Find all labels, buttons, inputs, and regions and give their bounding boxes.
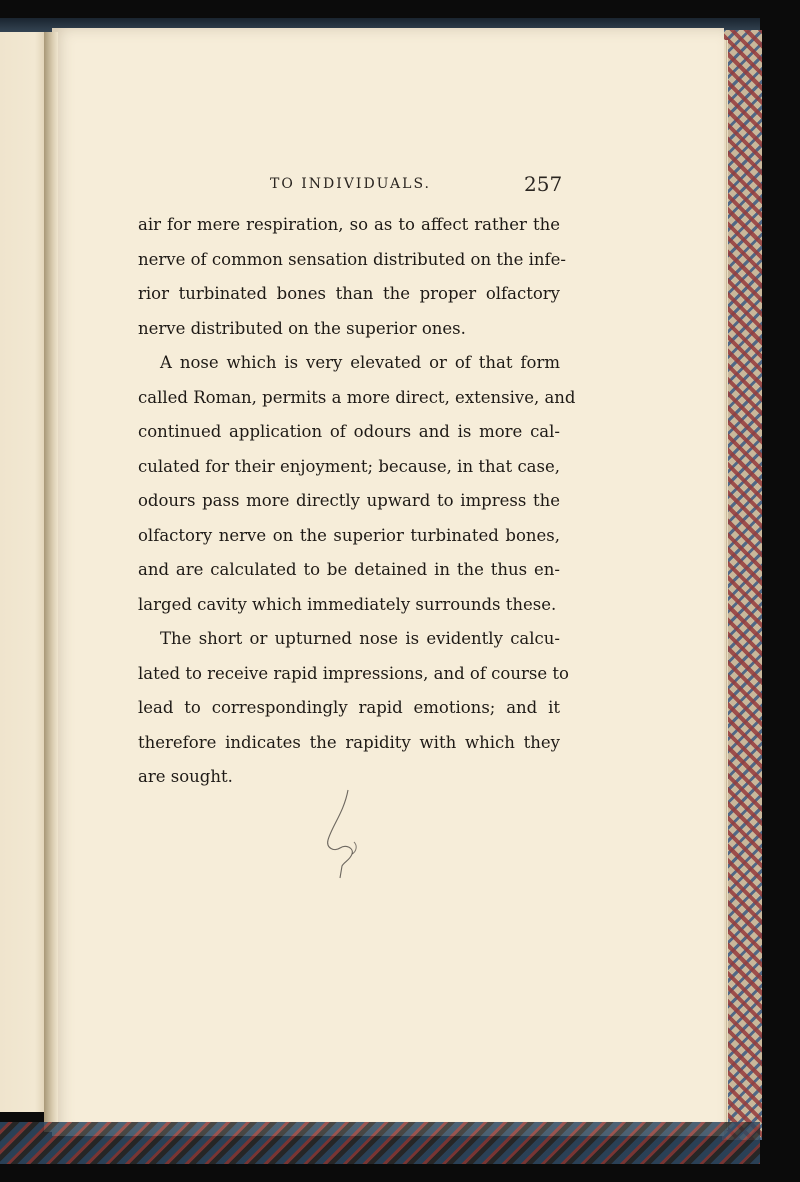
text-line: are sought. (138, 767, 233, 786)
text-line: nerve of common sensation distributed on the infe- (138, 249, 566, 269)
text-line: olfactory nerve on the superior turbinated bones, (138, 525, 560, 545)
left-page-edge (0, 32, 50, 1112)
text-line: A nose which is very elevated or of that form (160, 353, 560, 372)
pencil-mark (318, 782, 368, 882)
text-line: larged cavity which immediately surrounds these. (138, 594, 557, 614)
text-line: therefore indicates the rapidity with which they (138, 732, 560, 752)
book-cover-bottom-edge (0, 1122, 760, 1164)
body-text (138, 208, 576, 795)
text-line: continued application of odours and is more cal- (138, 422, 560, 441)
text-line: lated to receive rapid impressions, and of course to (138, 663, 569, 683)
text-line: rior turbinated bones than the proper olfactory (138, 284, 560, 303)
text-line: and are calculated to be detained in the thus en- (138, 560, 560, 579)
text-line: air for mere respiration, so as to affect rather the (138, 215, 560, 234)
text-line: nerve distributed on the superior ones. (138, 318, 466, 338)
marbled-endpaper (722, 30, 762, 1140)
page-gutter (44, 32, 58, 1132)
text-line: culated for their enjoyment; because, in that case, (138, 456, 560, 476)
text-line: odours pass more directly upward to impress the (138, 491, 560, 510)
running-head: TO INDIVIDUALS. (270, 176, 431, 192)
page-number: 257 (524, 172, 563, 196)
text-line: called Roman, permits a more direct, extensive, and (138, 387, 576, 407)
text-line: The short or upturned nose is evidently calcu- (160, 629, 560, 648)
text-line: lead to correspondingly rapid emotions; and it (138, 698, 560, 717)
